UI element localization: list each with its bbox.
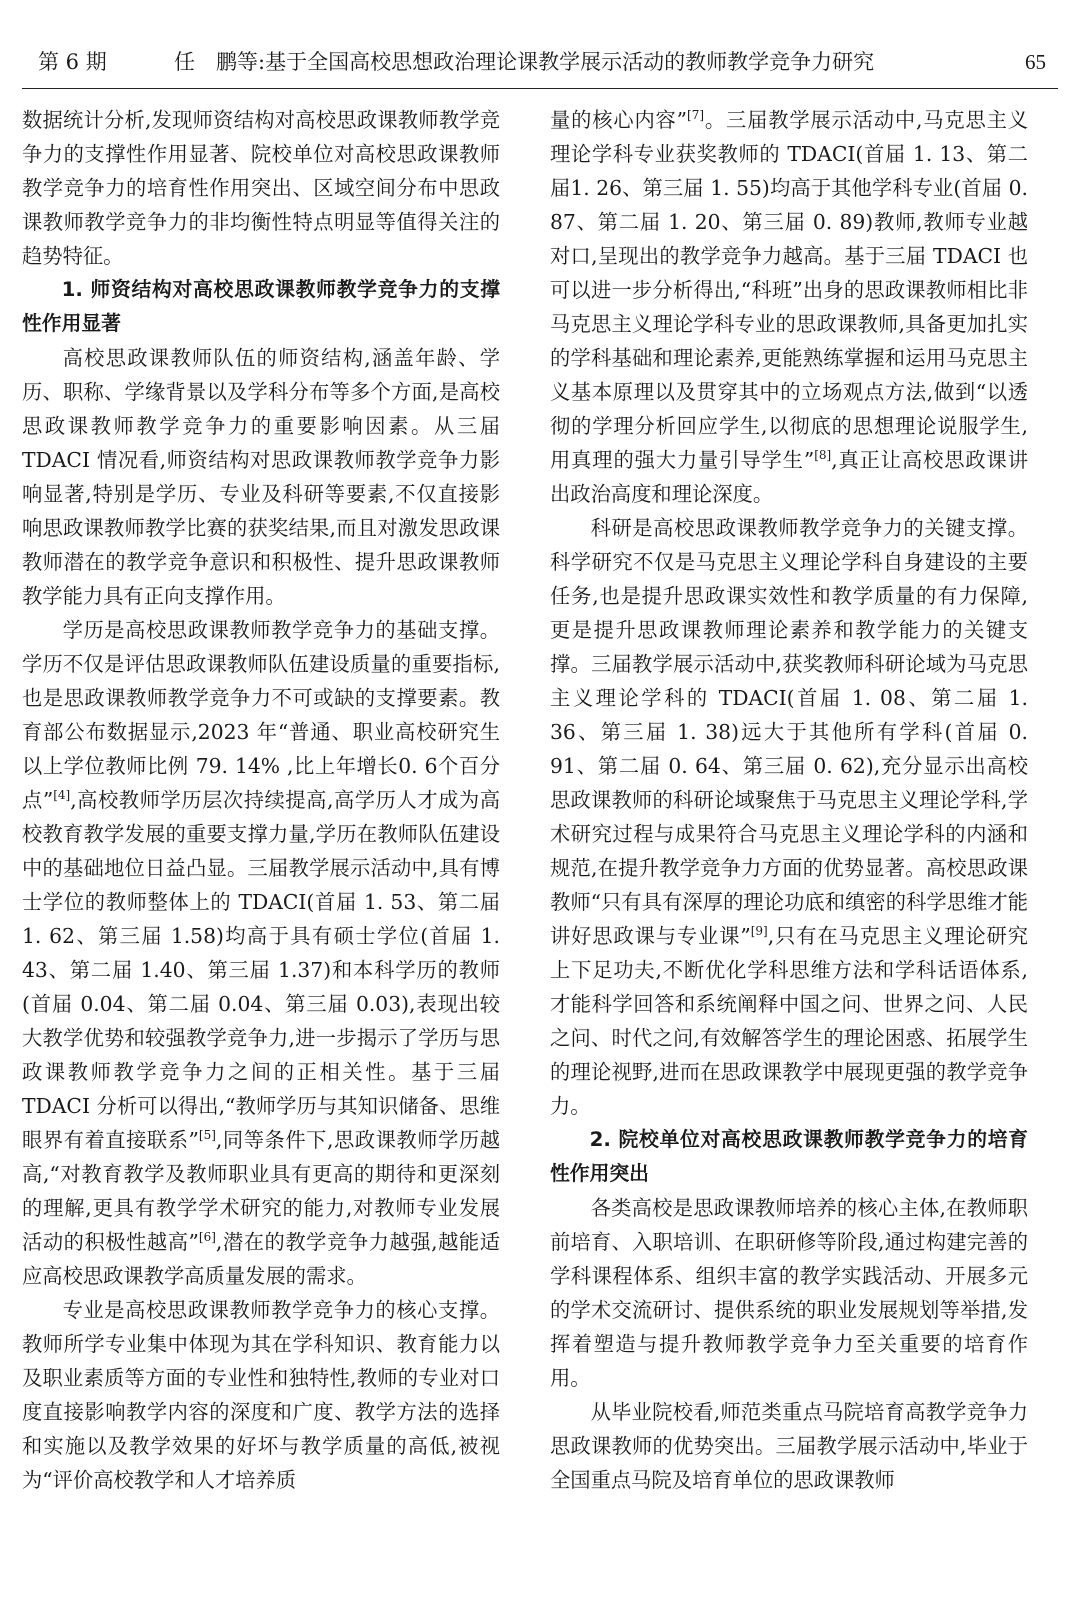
text-run: 量的核心内容” bbox=[550, 108, 688, 132]
text-run: 学历是高校思政课教师教学竞争力的基础支撑。学历不仅是评估思政课教师队伍建设质量的重要指标,也是思政课教师教学竞争力不可或缺的支撑要素。教育部公布数据显示,2023 年“普通、职业高校研究生以上学位教师比例 79. 14% ,比上年增长0. 6个百分点” bbox=[22, 618, 500, 812]
section-heading: 2. 院校单位对高校思政课教师教学竞争力的培育性作用突出 bbox=[550, 1128, 1028, 1185]
paragraph: 从毕业院校看,师范类重点马院培育高教学竞争力思政课教师的优势突出。三届教学展示活动中,毕业于全国重点马院及培育单位的思政课教师 bbox=[550, 1400, 1028, 1492]
citation-ref: [9] bbox=[750, 924, 768, 939]
running-title: 任 鹏等:基于全国高校思想政治理论课教学展示活动的教师教学竞争力研究 bbox=[174, 50, 875, 74]
running-header bbox=[22, 36, 1058, 89]
citation-ref: [8] bbox=[814, 448, 832, 463]
paragraph bbox=[550, 511, 1028, 1123]
text-run: ,高校教师学历层次持续提高,高学历人才成为高校教育教学发展的重要支撑力量,学历在教师队伍建设中的基础地位日益凸显。三届教学展示活动中,具有博士学位的教师整体上的 TDACI(首届 1. 53、第二届 1. 62、第三届 1.58)均高于具有硕士学位(首届 1. 43、第二届 1.40、第三届 1.37)和本科学历的教师(首届 0.04、第二届 0.04、第三届 0.03),表现出较大教学优势和较强教学竞争力,进一步揭示了学历与思政课教师教学竞争力之间的正相关性。基于三届 TDACI 分析可以得出,“教师学历与其知识储备、思维眼界有着直接联系” bbox=[22, 788, 500, 1152]
text-run: 。三届教学展示活动中,马克思主义理论学科专业获奖教师的 TDACI(首届 1. 13、第二届1. 26、第三届 1. 55)均高于其他学科专业(首届 0. 87、第二届 1. 20、第三届 0. 89)教师,教师专业越对口,呈现出的教学竞争力越高。基于三届 TDACI 也可以进一步分析得出,“科班”出身的思政课教师相比非马克思主义理论学科专业的思政课教师,具备更加扎实的学科基础和理论素养,更能熟练掌握和运用马克思主义基本原理以及贯穿其中的立场观点方法,做到“以透彻的学理分析回应学生,以彻底的思想理论说服学生,用真理的强大力量引导学生” bbox=[550, 108, 1028, 472]
paragraph: 专业是高校思政课教师教学竞争力的核心支撑。教师所学专业集中体现为其在学科知识、教育能力以及职业素质等方面的专业性和独特性,教师的专业对口度直接影响教学内容的深度和广度、教学方法的选择和实施以及教学效果的好坏与教学质量的高低,被视为“评价高校教学和人才培养质 bbox=[22, 1298, 500, 1492]
paragraph: 数据统计分析,发现师资结构对高校思政课教师教学竞争力的支撑性作用显著、院校单位对高校思政课教师教学竞争力的培育性作用突出、区域空间分布中思政课教师教学竞争力的非均衡性特点明显等值得关注的趋势特征。 bbox=[22, 108, 500, 268]
section-heading: 1. 师资结构对高校思政课教师教学竞争力的支撑性作用显著 bbox=[22, 278, 500, 335]
citation-ref: [5] bbox=[198, 1128, 216, 1143]
text-run: ,只有在马克思主义理论研究上下足功夫,不断优化学科思维方法和学科话语体系,才能科学回答和系统阐释中国之问、世界之问、人民之问、时代之问,有效解答学生的理论困惑、拓展学生的理论视野,进而在思政课教学中展现更强的教学竞争力。 bbox=[550, 924, 1028, 1118]
paragraph bbox=[550, 103, 1028, 511]
text-run: ,同等条件下,思政课教师学历越高,“对教育教学及教师职业具有更高的期待和更深刻的理解,更具有教学学术研究的能力,对教师专业发展活动的积极性越高” bbox=[22, 1128, 500, 1254]
page-number: 65 bbox=[1025, 50, 1046, 74]
paragraph bbox=[22, 613, 500, 1293]
text-run: 科研是高校思政课教师教学竞争力的关键支撑。科学研究不仅是马克思主义理论学科自身建设的主要任务,也是提升思政课实效性和教学质量的有力保障,更是提升思政课教师理论素养和教学能力的关键支撑。三届教学展示活动中,获奖教师科研论域为马克思主义理论学科的 TDACI(首届 1. 08、第二届 1. 36、第三届 1. 38)远大于其他所有学科(首届 0. 91、第二届 0. 64、第三届 0. 62),充分显示出高校思政课教师的科研论域聚焦于马克思主义理论学科,学术研究过程与成果符合马克思主义理论学科的内涵和规范,在提升教学竞争力方面的优势显著。高校思政课教师“只有具有深厚的理论功底和缜密的科学思维才能讲好思政课与专业课” bbox=[550, 516, 1028, 948]
paragraph: 高校思政课教师队伍的师资结构,涵盖年龄、学历、职称、学缘背景以及学科分布等多个方面,是高校思政课教师教学竞争力的重要影响因素。从三届 TDACI 情况看,师资结构对思政课教师教学竞争力影响显著,特别是学历、专业及科研等要素,不仅直接影响思政课教师教学比赛的获奖结果,而且对激发思政课教师潜在的教学竞争意识和积极性、提升思政课教师教学能力具有正向支撑作用。 bbox=[22, 346, 500, 608]
text-run: ,潜在的教学竞争力越强,越能适应高校思政课教学高质量发展的需求。 bbox=[22, 1230, 500, 1288]
paragraph: 各类高校是思政课教师培养的核心主体,在教师职前培育、入职培训、在职研修等阶段,通过构建完善的学科课程体系、组织丰富的教学实践活动、开展多元的学术交流研讨、提供系统的职业发展规划等举措,发挥着塑造与提升教师教学竞争力至关重要的培育作用。 bbox=[550, 1196, 1028, 1390]
citation-ref: [7] bbox=[687, 108, 705, 123]
right-column bbox=[550, 103, 1028, 1497]
text-run: ,真正让高校思政课讲出政治高度和理论深度。 bbox=[550, 448, 1028, 506]
left-column bbox=[22, 103, 500, 1497]
citation-ref: [6] bbox=[198, 1230, 216, 1245]
citation-ref: [4] bbox=[53, 788, 71, 803]
issue-label: 第 6 期 bbox=[38, 50, 107, 74]
